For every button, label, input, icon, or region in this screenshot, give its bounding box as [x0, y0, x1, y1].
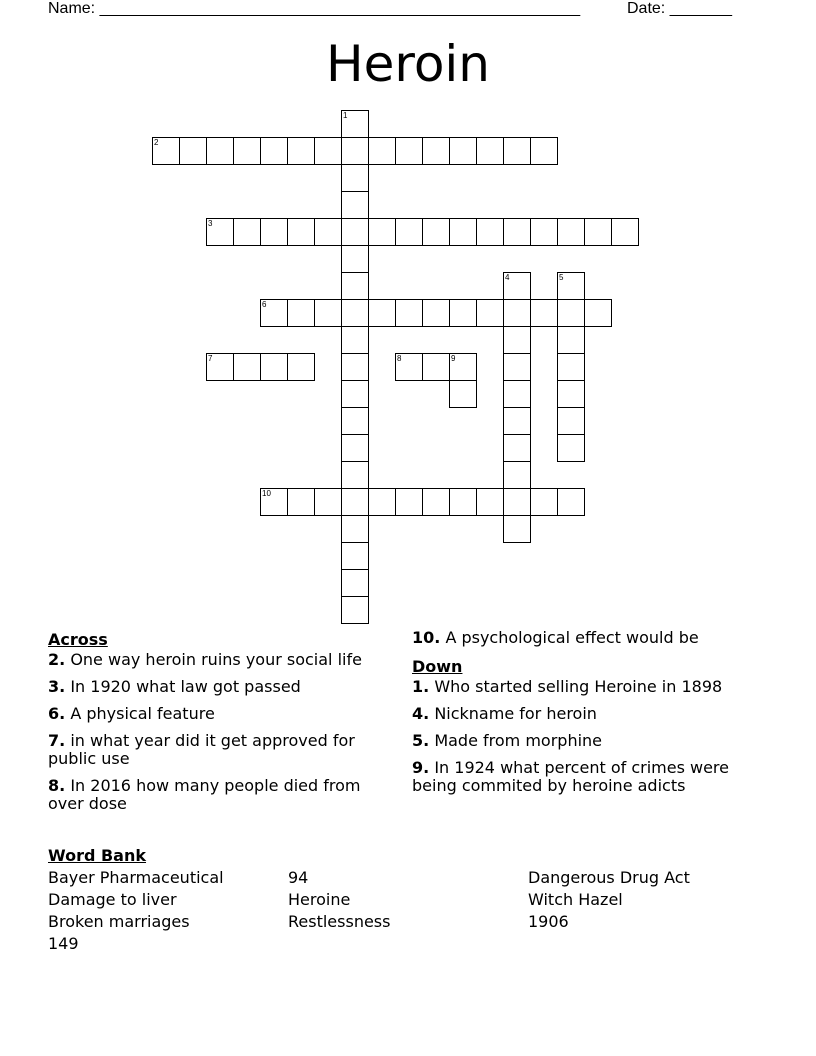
- grid-cell[interactable]: [503, 461, 531, 489]
- word-bank: [48, 845, 768, 953]
- word-bank-item: Heroine: [288, 890, 351, 909]
- grid-cell[interactable]: [449, 299, 477, 327]
- grid-cell[interactable]: [503, 353, 531, 381]
- clue-number-label: 4: [505, 273, 510, 282]
- grid-cell[interactable]: [341, 596, 369, 624]
- grid-cell[interactable]: [368, 299, 396, 327]
- clue-number: 6.: [48, 704, 66, 723]
- grid-cell[interactable]: [530, 137, 558, 165]
- grid-cell[interactable]: [341, 353, 369, 381]
- grid-cell[interactable]: [557, 272, 585, 300]
- grid-cell[interactable]: [449, 137, 477, 165]
- date-field[interactable]: Date: _______: [627, 0, 732, 17]
- grid-cell[interactable]: [503, 218, 531, 246]
- name-field[interactable]: Name: ______________________________________________________: [48, 0, 581, 17]
- clue-across-3: [48, 678, 388, 696]
- grid-cell[interactable]: [611, 218, 639, 246]
- grid-cell[interactable]: [422, 353, 450, 381]
- clue-number: 2.: [48, 650, 66, 669]
- grid-cell[interactable]: [395, 137, 423, 165]
- word-bank-item: 149: [48, 934, 79, 953]
- grid-cell[interactable]: [395, 488, 423, 516]
- grid-cell[interactable]: [422, 488, 450, 516]
- grid-cell[interactable]: [287, 218, 315, 246]
- clue-down-9: [412, 759, 752, 795]
- clue-across-7: [48, 732, 388, 768]
- grid-cell[interactable]: [422, 299, 450, 327]
- grid-cell[interactable]: [449, 218, 477, 246]
- grid-cell[interactable]: [422, 218, 450, 246]
- grid-cell[interactable]: [341, 110, 369, 138]
- grid-cell[interactable]: [152, 137, 180, 165]
- grid-cell[interactable]: [503, 272, 531, 300]
- grid-cell[interactable]: [260, 488, 288, 516]
- grid-cell[interactable]: [449, 488, 477, 516]
- grid-cell[interactable]: [503, 515, 531, 543]
- grid-cell[interactable]: [503, 434, 531, 462]
- clue-across-6: [48, 705, 388, 723]
- grid-cell[interactable]: [206, 353, 234, 381]
- grid-cell[interactable]: [530, 218, 558, 246]
- word-bank-item: Damage to liver: [48, 890, 177, 909]
- grid-cell[interactable]: [557, 434, 585, 462]
- grid-cell[interactable]: [341, 164, 369, 192]
- clue-down-5: [412, 732, 752, 750]
- clue-text: Nickname for heroin: [434, 704, 597, 723]
- grid-cell[interactable]: [449, 353, 477, 381]
- clue-number-label: 9: [451, 354, 456, 363]
- word-bank-item: Witch Hazel: [528, 890, 623, 909]
- grid-cell[interactable]: [206, 137, 234, 165]
- grid-cell[interactable]: [503, 326, 531, 354]
- puzzle-title: Heroin: [326, 35, 490, 93]
- grid-cell[interactable]: [476, 218, 504, 246]
- clue-number-label: 1: [343, 111, 348, 120]
- grid-cell[interactable]: [368, 137, 396, 165]
- grid-cell[interactable]: [287, 488, 315, 516]
- grid-cell[interactable]: [503, 137, 531, 165]
- grid-cell[interactable]: [341, 569, 369, 597]
- grid-cell[interactable]: [476, 488, 504, 516]
- across-heading: Across: [48, 630, 108, 649]
- grid-cell[interactable]: [341, 218, 369, 246]
- grid-cell[interactable]: [557, 407, 585, 435]
- grid-cell[interactable]: [233, 137, 261, 165]
- clue-number: 4.: [412, 704, 430, 723]
- grid-cell[interactable]: [503, 488, 531, 516]
- clue-text: Made from morphine: [434, 731, 603, 750]
- grid-cell[interactable]: [557, 380, 585, 408]
- clue-number-label: 3: [208, 219, 213, 228]
- grid-cell[interactable]: [476, 137, 504, 165]
- word-bank-item: 1906: [528, 912, 569, 931]
- grid-cell[interactable]: [260, 353, 288, 381]
- clue-down-4: [412, 705, 752, 723]
- grid-cell[interactable]: [557, 353, 585, 381]
- clue-number-label: 7: [208, 354, 213, 363]
- grid-cell[interactable]: [341, 137, 369, 165]
- word-bank-heading: Word Bank: [48, 846, 147, 865]
- grid-cell[interactable]: [287, 353, 315, 381]
- grid-cell[interactable]: [314, 218, 342, 246]
- clue-number-label: 10: [262, 489, 271, 498]
- grid-cell[interactable]: [341, 488, 369, 516]
- grid-cell[interactable]: [557, 326, 585, 354]
- grid-cell[interactable]: [179, 137, 207, 165]
- grid-cell[interactable]: [341, 407, 369, 435]
- clue-across-2: [48, 651, 388, 669]
- clue-number: 5.: [412, 731, 430, 750]
- word-bank-item: 94: [288, 868, 309, 887]
- grid-cell[interactable]: [530, 488, 558, 516]
- grid-cell[interactable]: [503, 407, 531, 435]
- word-bank-item: Dangerous Drug Act: [528, 868, 690, 887]
- clue-number: 8.: [48, 776, 66, 795]
- grid-cell[interactable]: [449, 380, 477, 408]
- grid-cell[interactable]: [341, 380, 369, 408]
- clue-number: 9.: [412, 758, 430, 777]
- grid-cell[interactable]: [341, 326, 369, 354]
- clue-number: 10.: [412, 628, 441, 647]
- grid-cell[interactable]: [233, 353, 261, 381]
- clue-number: 1.: [412, 677, 430, 696]
- down-heading: Down: [412, 657, 463, 676]
- word-bank-item: Bayer Pharmaceutical: [48, 868, 224, 887]
- grid-cell[interactable]: [341, 542, 369, 570]
- grid-cell[interactable]: [476, 299, 504, 327]
- grid-cell[interactable]: [341, 299, 369, 327]
- grid-cell[interactable]: [368, 488, 396, 516]
- grid-cell[interactable]: [260, 137, 288, 165]
- grid-cell[interactable]: [233, 218, 261, 246]
- clue-text: In 2016 how many people died from over dose: [48, 776, 361, 813]
- clue-number-label: 8: [397, 354, 402, 363]
- clue-across-10: [412, 629, 752, 647]
- grid-cell[interactable]: [287, 137, 315, 165]
- grid-cell[interactable]: [503, 299, 531, 327]
- clue-text: A physical feature: [70, 704, 215, 723]
- grid-cell[interactable]: [422, 137, 450, 165]
- grid-cell[interactable]: [341, 434, 369, 462]
- grid-cell[interactable]: [341, 461, 369, 489]
- grid-cell[interactable]: [557, 488, 585, 516]
- grid-cell[interactable]: [341, 191, 369, 219]
- clue-text: Who started selling Heroine in 1898: [434, 677, 723, 696]
- grid-cell[interactable]: [341, 515, 369, 543]
- grid-cell[interactable]: [395, 299, 423, 327]
- grid-cell[interactable]: [368, 218, 396, 246]
- grid-cell[interactable]: [287, 299, 315, 327]
- word-bank-item: Broken marriages: [48, 912, 190, 931]
- clue-text: In 1920 what law got passed: [70, 677, 301, 696]
- grid-cell[interactable]: [206, 218, 234, 246]
- grid-cell[interactable]: [584, 218, 612, 246]
- clue-text: A psychological effect would be: [445, 628, 699, 647]
- clue-down-1: [412, 678, 752, 696]
- grid-cell[interactable]: [314, 137, 342, 165]
- grid-cell[interactable]: [395, 218, 423, 246]
- grid-cell[interactable]: [395, 353, 423, 381]
- grid-cell[interactable]: [584, 299, 612, 327]
- down-clues: [412, 629, 752, 804]
- clue-number-label: 5: [559, 273, 564, 282]
- grid-cell[interactable]: [557, 299, 585, 327]
- clue-text: One way heroin ruins your social life: [70, 650, 362, 669]
- clue-across-8: [48, 777, 388, 813]
- clue-text: In 1924 what percent of crimes were being commited by heroine adicts: [412, 758, 729, 795]
- grid-cell[interactable]: [557, 218, 585, 246]
- clue-number: 3.: [48, 677, 66, 696]
- grid-cell[interactable]: [314, 299, 342, 327]
- grid-cell[interactable]: [341, 245, 369, 273]
- across-clues: [48, 629, 388, 822]
- grid-cell[interactable]: [503, 380, 531, 408]
- clue-number-label: 6: [262, 300, 267, 309]
- grid-cell[interactable]: [530, 299, 558, 327]
- clue-number-label: 2: [154, 138, 159, 147]
- clue-text: in what year did it get approved for public use: [48, 731, 355, 768]
- clue-number: 7.: [48, 731, 66, 750]
- grid-cell[interactable]: [314, 488, 342, 516]
- grid-cell[interactable]: [260, 218, 288, 246]
- grid-cell[interactable]: [341, 272, 369, 300]
- grid-cell[interactable]: [260, 299, 288, 327]
- word-bank-item: Restlessness: [288, 912, 391, 931]
